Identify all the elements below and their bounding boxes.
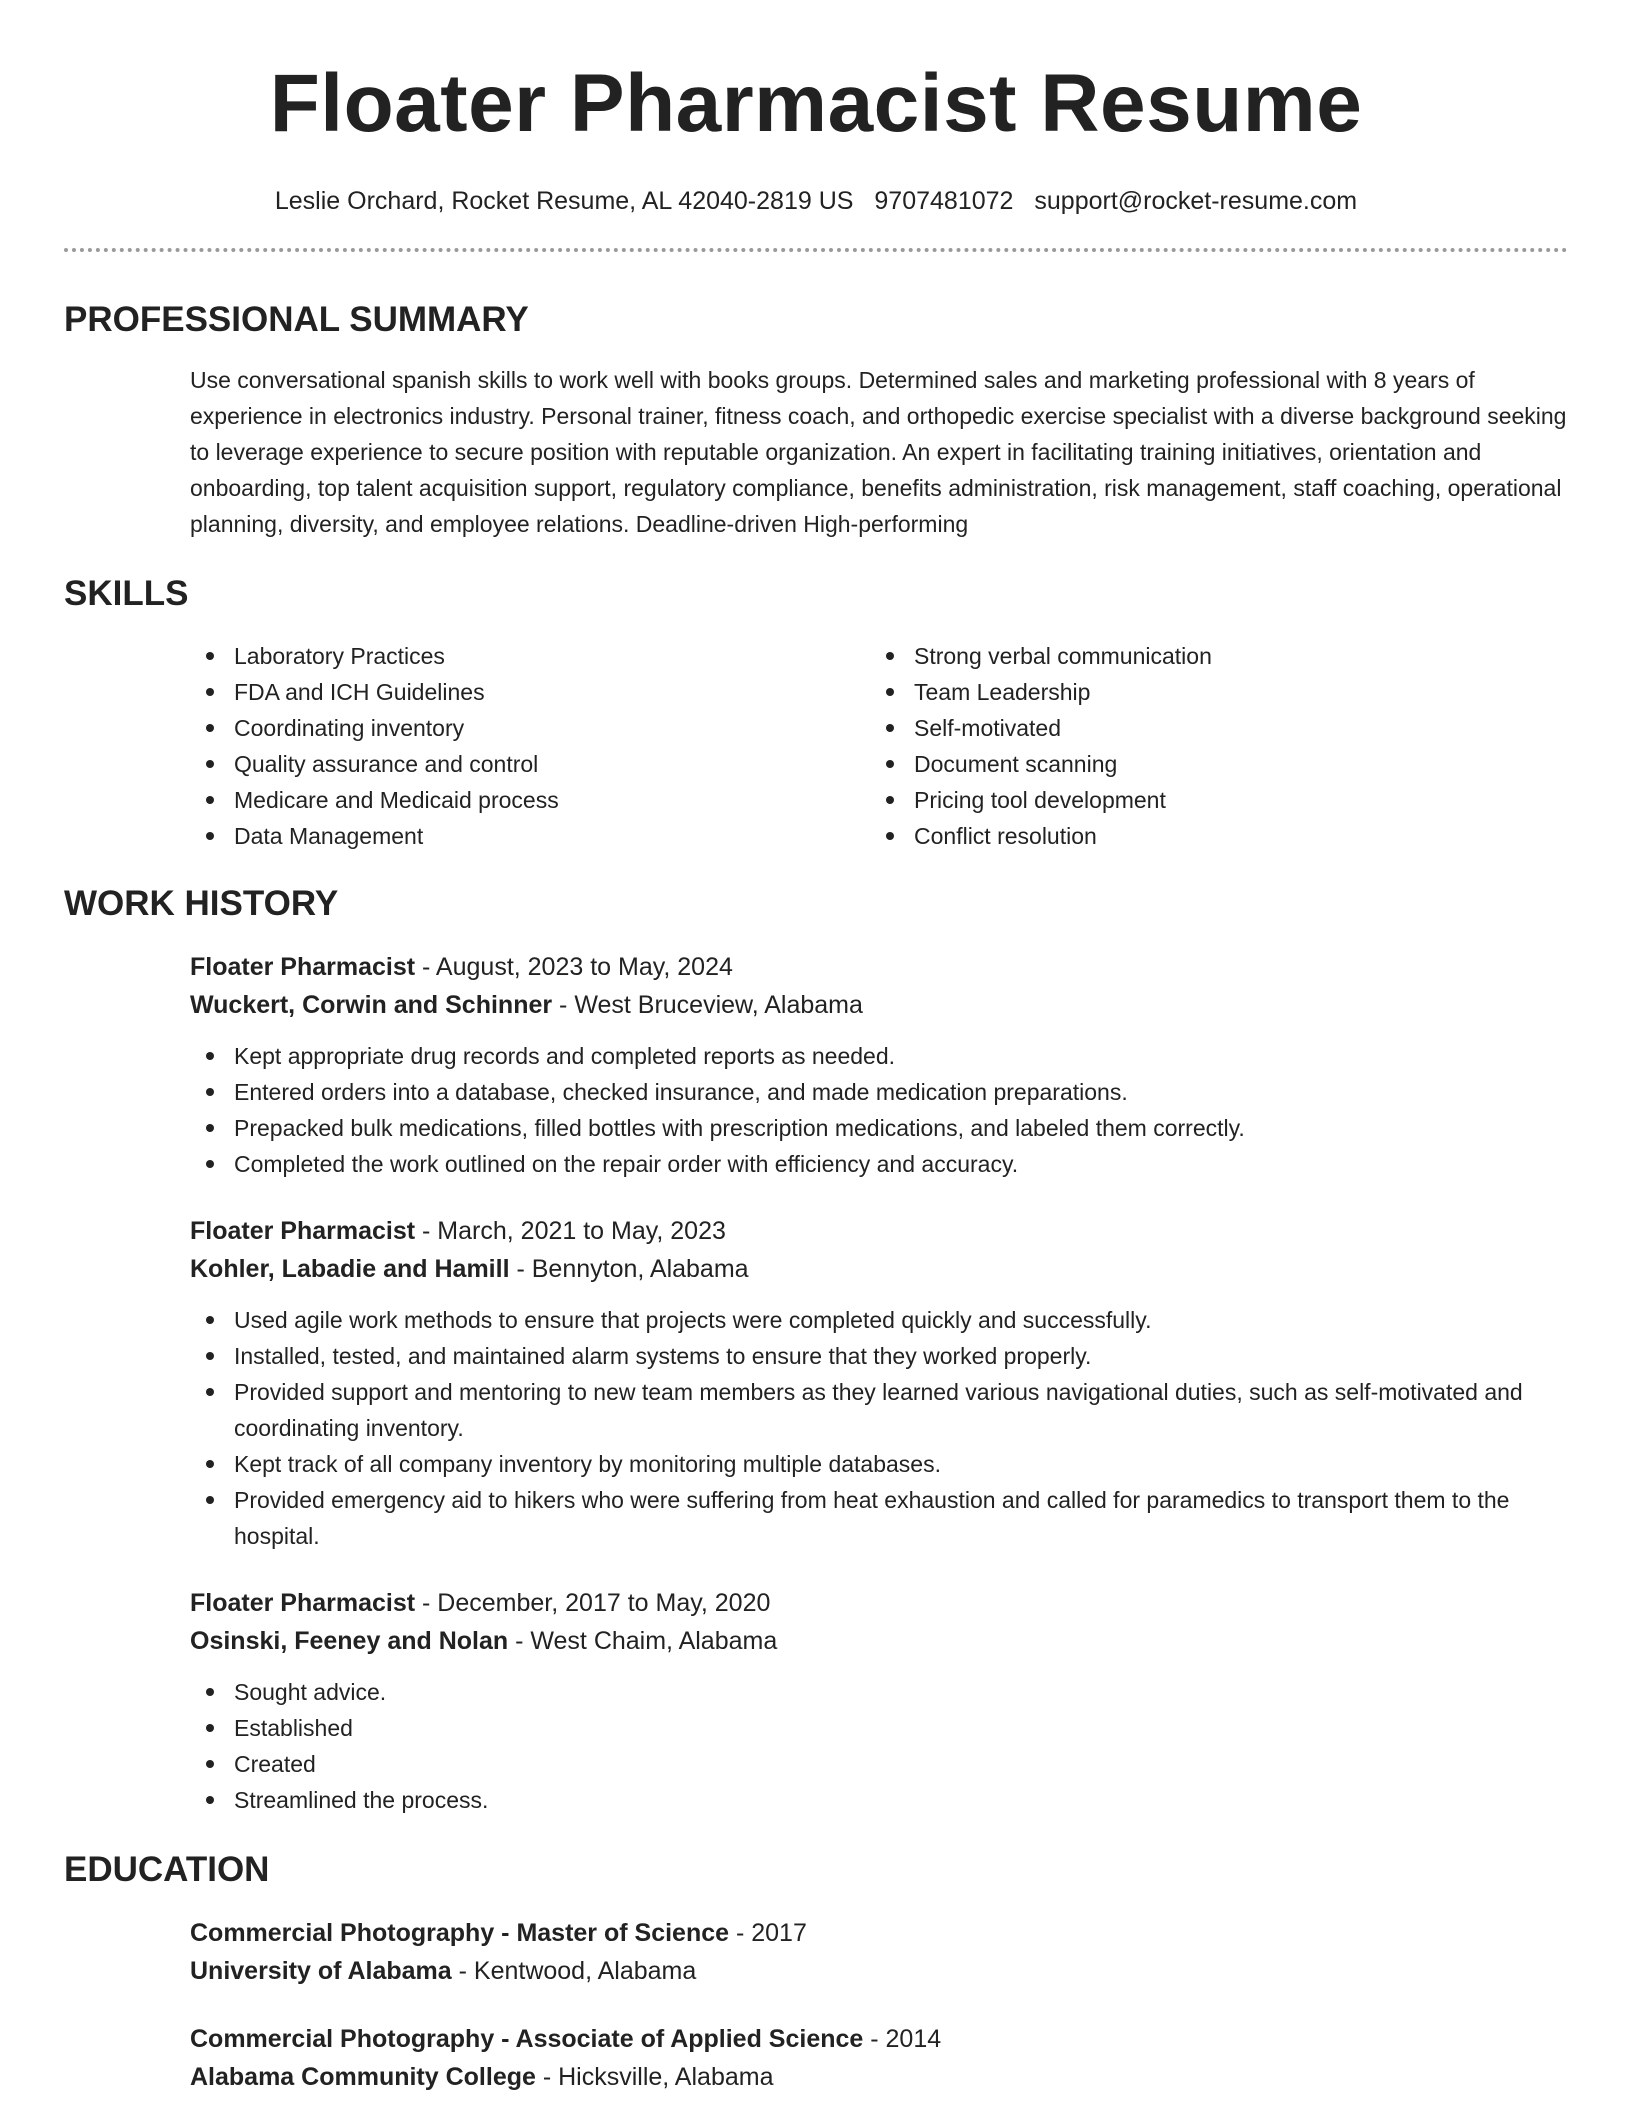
skill-item: Conflict resolution [870, 818, 1550, 854]
job-title-line [190, 1212, 1568, 1250]
bullet-icon [886, 652, 894, 660]
school-name: Alabama Community College [190, 2063, 536, 2091]
degree-line [190, 1914, 1568, 1952]
job-entry [190, 1584, 1568, 1818]
bullet-icon [206, 1124, 214, 1132]
resume-page [64, 0, 1568, 2096]
summary-heading: PROFESSIONAL SUMMARY [64, 300, 529, 339]
bullet-icon [206, 796, 214, 804]
skills-right-column [870, 638, 1550, 854]
bullet-icon [206, 1388, 214, 1396]
job-company: Wuckert, Corwin and Schinner [190, 991, 553, 1019]
skill-item: Strong verbal communication [870, 638, 1550, 674]
degree-name: Commercial Photography - Master of Science [190, 1919, 730, 1947]
job-location: - Bennyton, Alabama [509, 1255, 749, 1283]
job-entry [190, 948, 1568, 1182]
skill-item: Laboratory Practices [190, 638, 870, 674]
bullet-icon [206, 1496, 214, 1504]
job-duties [190, 1674, 1568, 1818]
degree-year: - 2017 [729, 1919, 807, 1947]
skills-left-column [190, 638, 870, 854]
job-duty: Completed the work outlined on the repair order with efficiency and accuracy. [190, 1146, 1568, 1182]
bullet-icon [206, 1316, 214, 1324]
job-location: - West Chaim, Alabama [508, 1627, 778, 1655]
job-duty: Provided emergency aid to hikers who were suffering from heat exhaustion and called for paramedics to transport them to the hospital. [190, 1482, 1568, 1554]
job-title-line [190, 1584, 1568, 1622]
work-history-heading: WORK HISTORY [64, 884, 339, 923]
job-duty: Kept appropriate drug records and completed reports as needed. [190, 1038, 1568, 1074]
bullet-icon [206, 1724, 214, 1732]
degree-year: - 2014 [863, 2025, 942, 2053]
degree-line [190, 2020, 1568, 2058]
bullet-icon [206, 1460, 214, 1468]
job-company-line [190, 1250, 1568, 1288]
bullet-icon [206, 1052, 214, 1060]
header-divider [64, 248, 1568, 252]
skill-item: Self-motivated [870, 710, 1550, 746]
bullet-icon [886, 832, 894, 840]
bullet-icon [886, 688, 894, 696]
bullet-icon [206, 760, 214, 768]
job-duty: Sought advice. [190, 1674, 1568, 1710]
job-duty: Streamlined the process. [190, 1782, 1568, 1818]
job-duty: Prepacked bulk medications, filled bottles with prescription medications, and labeled them correctly. [190, 1110, 1568, 1146]
skill-item: Coordinating inventory [190, 710, 870, 746]
job-duty: Installed, tested, and maintained alarm systems to ensure that they worked properly. [190, 1338, 1568, 1374]
degree-name: Commercial Photography - Associate of Applied Science [190, 2025, 864, 2053]
contact-phone: 9707481072 [874, 187, 1014, 215]
job-company-line [190, 986, 1568, 1024]
bullet-icon [206, 652, 214, 660]
job-title: Floater Pharmacist [190, 1217, 416, 1245]
school-location: - Kentwood, Alabama [451, 1957, 697, 1985]
contact-line [64, 184, 1568, 218]
job-title: Floater Pharmacist [190, 953, 416, 981]
job-duty: Established [190, 1710, 1568, 1746]
school-name: University of Alabama [190, 1957, 452, 1985]
bullet-icon [206, 1088, 214, 1096]
skill-item: Team Leadership [870, 674, 1550, 710]
skill-item: Document scanning [870, 746, 1550, 782]
job-dates: - March, 2021 to May, 2023 [415, 1217, 726, 1245]
contact-address: Leslie Orchard, Rocket Resume, AL 42040-2819 US [274, 187, 854, 215]
job-duties [190, 1302, 1568, 1554]
skill-item: Data Management [190, 818, 870, 854]
skills-heading: SKILLS [64, 574, 189, 613]
job-duty: Used agile work methods to ensure that projects were completed quickly and successfully. [190, 1302, 1568, 1338]
school-location: - Hicksville, Alabama [535, 2063, 774, 2091]
job-duty: Kept track of all company inventory by monitoring multiple databases. [190, 1446, 1568, 1482]
skills-grid [190, 638, 1568, 854]
job-dates: - August, 2023 to May, 2024 [415, 953, 733, 981]
resume-title: Floater Pharmacist Resume [269, 58, 1363, 149]
job-location: - West Bruceview, Alabama [552, 991, 863, 1019]
skill-item: Pricing tool development [870, 782, 1550, 818]
job-company: Osinski, Feeney and Nolan [190, 1627, 509, 1655]
bullet-icon [886, 724, 894, 732]
bullet-icon [206, 724, 214, 732]
education-entry [190, 1914, 1568, 1990]
job-duty: Entered orders into a database, checked insurance, and made medication preparations. [190, 1074, 1568, 1110]
school-line [190, 1952, 1568, 1990]
bullet-icon [886, 796, 894, 804]
job-duty: Created [190, 1746, 1568, 1782]
bullet-icon [206, 832, 214, 840]
summary-text: Use conversational spanish skills to work well with books groups. Determined sales and marketing professional with 8 years of experience in electronics industry. Personal trainer, fitness coach, and orthopedic exercise specialist with a diverse background seeking to leverage experience to secure position with reputable organization. An expert in facilitating training initiatives, orientation and onboarding, top talent acquisition support, regulatory compliance, benefits administration, risk management, staff coaching, operational planning, diversity, and employee relations. Deadline-driven High-performing [190, 367, 1567, 537]
bullet-icon [206, 688, 214, 696]
job-dates: - December, 2017 to May, 2020 [415, 1589, 771, 1617]
skill-item: Medicare and Medicaid process [190, 782, 870, 818]
job-company: Kohler, Labadie and Hamill [190, 1255, 510, 1283]
job-entry [190, 1212, 1568, 1554]
skill-item: Quality assurance and control [190, 746, 870, 782]
bullet-icon [206, 1688, 214, 1696]
contact-email: support@rocket-resume.com [1034, 187, 1358, 215]
job-title-line [190, 948, 1568, 986]
job-title: Floater Pharmacist [190, 1589, 416, 1617]
skill-item: FDA and ICH Guidelines [190, 674, 870, 710]
bullet-icon [206, 1160, 214, 1168]
school-line [190, 2058, 1568, 2096]
bullet-icon [206, 1760, 214, 1768]
bullet-icon [206, 1352, 214, 1360]
education-entry [190, 2020, 1568, 2096]
bullet-icon [206, 1796, 214, 1804]
education-heading: EDUCATION [64, 1850, 270, 1889]
job-duties [190, 1038, 1568, 1182]
job-company-line [190, 1622, 1568, 1660]
bullet-icon [886, 760, 894, 768]
job-duty: Provided support and mentoring to new team members as they learned various navigational duties, such as self-motivated and coordinating inventory. [190, 1374, 1568, 1446]
